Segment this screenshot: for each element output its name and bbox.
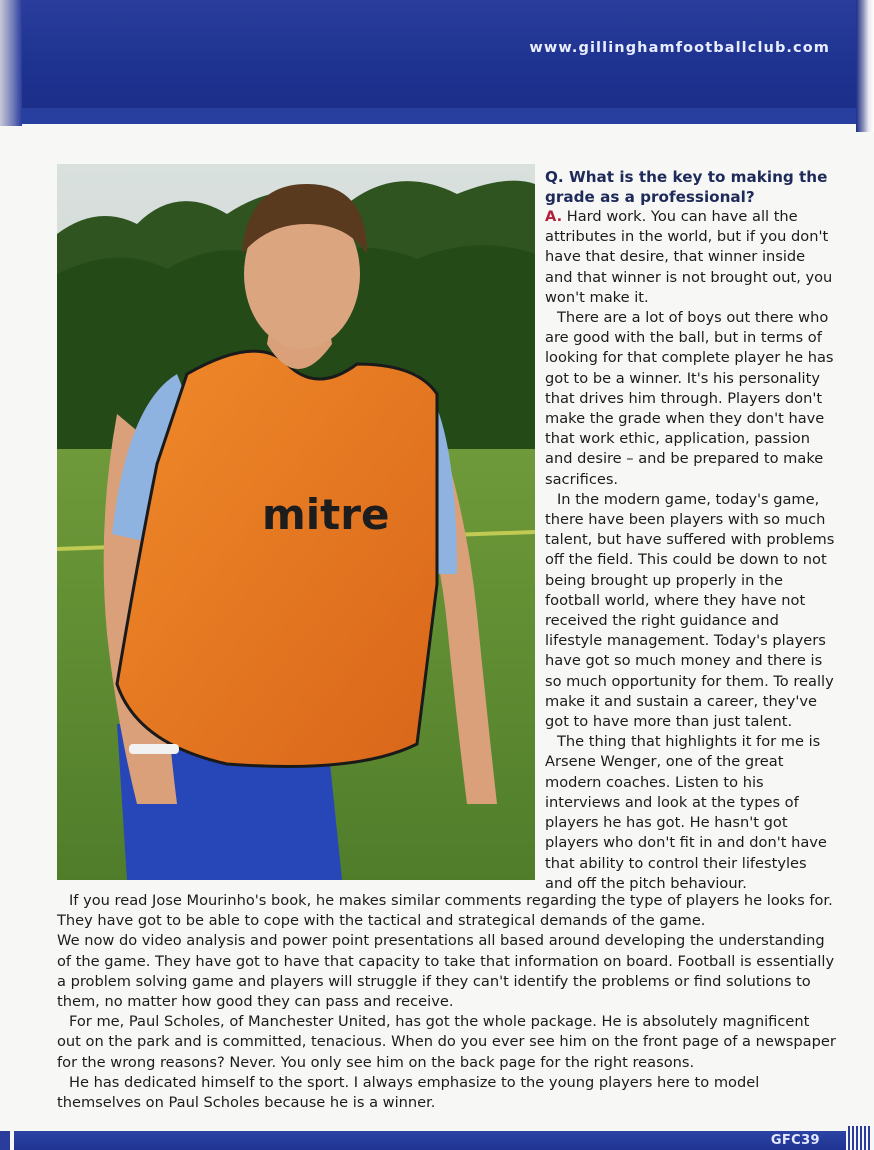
bottom-paragraph: We now do video analysis and power point presentations all based around developing the understanding of the game. They have got to have that capacity to take that information on board. Football is essentially a problem solving game and players will struggle if they can't identify the problems or find solutions to them, no matter how good they can pass and receive. <box>57 932 835 1011</box>
footer-right-mark <box>848 1126 870 1150</box>
bottom-paragraph: If you read Jose Mourinho's book, he makes similar comments regarding the type of players he looks for. They have got to be able to cope with the tactical and strategical demands of the game. <box>57 892 833 930</box>
header-left-edge <box>0 0 22 126</box>
footer-left-mark <box>0 1131 10 1150</box>
header-right-edge <box>856 0 874 132</box>
bottom-text-block <box>57 891 837 1113</box>
question-heading: Q. What is the key to making the grade as a professional? <box>545 168 828 206</box>
answer-paragraph: In the modern game, today's game, there have been players with so much talent, but have suffered with problems off the field. This could be down to not being brought up properly in the football world, where they have not received the right guidance and lifestyle management. Today's players have got so much money and there is so much opportunity for them. To really make it and sustain a career, they've got to have more than just talent. <box>545 490 835 731</box>
bottom-paragraph: He has dedicated himself to the sport. I always emphasize to the young players here to model themselves on Paul Scholes because he is a winner. <box>57 1073 760 1112</box>
interview-column <box>545 167 835 894</box>
player-photo <box>57 164 535 880</box>
answer-paragraph: The thing that highlights it for me is Arsene Wenger, one of the great modern coaches. Listen to his interviews and look at the types of players he has got. He hasn't got players who don't fit in and don't have that ability to control their lifestyles and off the pitch behaviour. <box>545 733 827 892</box>
footer-band <box>14 1131 846 1150</box>
header-band <box>0 0 858 124</box>
page-number: GFC39 <box>770 1133 820 1148</box>
answer-marker: A. <box>545 208 563 225</box>
answer-paragraph: There are a lot of boys out there who are good with the ball, but in terms of looking for that complete player he has got to be a winner. It's his personality that drives him through. Players don't make the grade when they don't have that work ethic, application, passion and desire – and be prepared to make sacrifices. <box>545 309 834 488</box>
bib-logo-text: mitre <box>262 490 390 539</box>
answer-first-paragraph <box>545 207 835 308</box>
bottom-paragraph: For me, Paul Scholes, of Manchester United, has got the whole package. He is absolutely magnificent out on the park and is committed, tenacious. When do you ever see him on the front page of a newspaper for the wrong reasons? Never. You only see him on the back page for the right reasons. <box>57 1013 836 1071</box>
answer-first-text: Hard work. You can have all the attributes in the world, but if you don't have that desire, that winner inside and that winner is not brought out, you won't make it. <box>545 208 833 306</box>
site-url[interactable]: www.gillinghamfootballclub.com <box>529 40 830 56</box>
